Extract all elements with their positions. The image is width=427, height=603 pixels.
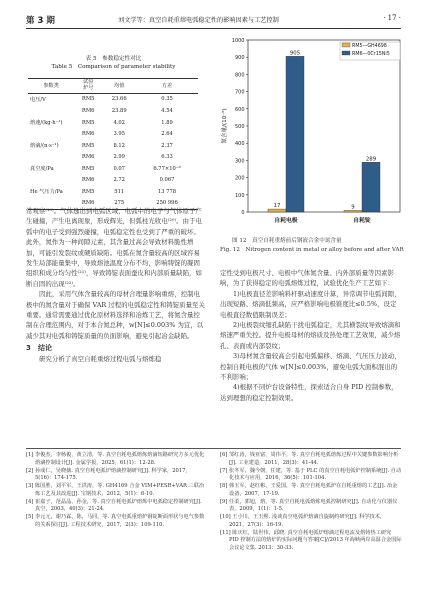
y-tick-label: 1000 bbox=[231, 38, 245, 44]
table-row bbox=[28, 163, 198, 175]
table-row bbox=[28, 186, 198, 198]
y-tick-label: 500 bbox=[234, 124, 245, 130]
legend-label: RM5—GH4698 bbox=[352, 44, 387, 49]
table-cell: He 气压力/Pa bbox=[30, 189, 63, 196]
page-number: · 17 · bbox=[383, 14, 401, 22]
table-cell: 2.37 bbox=[161, 142, 173, 149]
bar bbox=[286, 56, 304, 212]
paragraph: 常观察⁽¹⁹⁾。气体逸出到电弧区域，电弧中的电子与气体原子产生碰撞，产生电离现象，形成辉光，但弧柱光收电⁽²⁰⁾。由于电弧中的电子受到强烈碰撞，电弧稳定性也受到了严重的破坏。此外，氮作为一种间隙元素，其含量过高会导致材料脆性增加，可能引发裂纹或硬质缺陷。电弧在氮含量较高的区域容易发生局部能量集中，导致熔池温度分布不均，影响铸锭的凝固组织和成分均匀性⁽²¹⁾，导致铸锭表面蚕皮和内部质量缺陷，如断自固的出现⁽²²⁾。 bbox=[26, 207, 202, 288]
table-row bbox=[28, 175, 198, 187]
reference-item: [2] 孙成仁，吴晓薇. 真空自耗电弧炉熔滴控制研究[J]. 科学家，2017，5(16)：174-175. bbox=[26, 467, 191, 482]
reference-item: [7] 张冬军，魏今朝，任建，等. 基于 PLC 的真空自耗电弧炉控制系统[J]. 自动化技术与应用，2016，36(5)：101-104. bbox=[220, 467, 402, 482]
table-header: 参数类 bbox=[28, 79, 74, 94]
data-label: 9 bbox=[351, 204, 355, 211]
table-cell: 23.89 bbox=[111, 108, 127, 114]
table-row bbox=[28, 140, 198, 152]
y-tick-label: 100 bbox=[234, 192, 245, 199]
table-cell: RM5 bbox=[81, 165, 95, 172]
table-cell: 真空度/Pa bbox=[30, 166, 54, 173]
reference-item: [1] 李俊杰，李杨俊，黄立清，等. 真空自耗电弧熔炼熔滴短路研究方多元优化熔滴控制设计[J]. 金属学报，2025，61(1)：12-28. bbox=[26, 452, 205, 466]
y-tick-label: 200 bbox=[234, 175, 245, 182]
y-tick-label: 800 bbox=[234, 72, 245, 79]
table-cell: RM5 bbox=[81, 142, 95, 149]
right-body bbox=[220, 268, 402, 403]
table-cell: 0.35 bbox=[161, 96, 173, 103]
table-cell: 250 996 bbox=[136, 198, 198, 210]
y-tick-label: 700 bbox=[234, 89, 245, 96]
bar bbox=[268, 209, 286, 212]
issue-label: 第 3 期 bbox=[26, 16, 55, 26]
table-row bbox=[28, 117, 198, 129]
y-axis-label: 氮含量/(10⁻⁶) bbox=[222, 108, 228, 144]
table-cell: RM6 bbox=[74, 198, 102, 210]
figure-caption-cn: 图 12 真空自耗重熔前后钢液合金中氮含量 bbox=[232, 238, 342, 244]
table-cell: RM5 bbox=[81, 96, 95, 103]
table-cell: 13 778 bbox=[157, 188, 177, 195]
table-cell: 4.54 bbox=[161, 108, 173, 114]
running-title: 刘文学等：真空自耗重熔电弧稳定性的影响因素与工艺控制 bbox=[118, 17, 279, 24]
table-cell: RM6 bbox=[81, 154, 95, 161]
paragraph: 1)电极直径差影响料杆驱动速度计算，异常调节电弧间隙，出现短路、熔滴低频高，应严格影响电极锥度比≤0.5%，设定电极直径数值限制误差； bbox=[220, 289, 401, 319]
y-tick-label: 300 bbox=[234, 158, 245, 165]
reference-item: [11] 陈庆红，陆世伟，邱晓. 真空自耗电弧炉熔滴过程电流及熔铸热工研究 PID 控制方法的熔炉的实际问题与答案[C]//2013 年海峡两岸高温合金国际会议论文集. 2013：30-33. bbox=[220, 529, 402, 551]
table-cell: 6.77×10⁻⁶ bbox=[153, 165, 181, 172]
table-cell: 0.067 bbox=[159, 177, 175, 184]
table-row bbox=[28, 128, 198, 140]
parameter-table bbox=[28, 78, 198, 210]
table-cell: 511 bbox=[114, 188, 125, 195]
table-cell: 2.99 bbox=[113, 154, 125, 161]
y-tick-label: 0 bbox=[241, 210, 245, 216]
paragraph: 因此，采用气体含量较高的母材合理量影响重熔，控制电极中的氮含量对于确保 VAR 过程的电弧稳定性和铸锭质量至关重要。通常需要通过优化原材料选择和冶炼工艺，将氮含量控制在合理范围内，对于本合氮总种，w[N]≤0.003% 为宜，以减少其对电弧和铸锭质量的负面影响，避免引起冶金缺陷。 bbox=[26, 290, 205, 340]
table-cell bbox=[28, 105, 74, 117]
table-cell: 4.02 bbox=[113, 119, 125, 126]
reference-item: [4] 崔嘉子，范晶晶，孙金，等. 真空自耗电弧炉熔炼中电弧稳定控制研究[J]. 真空，2003，40(3)：21-24. bbox=[26, 498, 202, 513]
table-cell: 熔滴/(n·s⁻¹) bbox=[30, 143, 59, 150]
references-left bbox=[26, 452, 208, 530]
table-cell bbox=[28, 128, 74, 140]
data-label: 17 bbox=[273, 203, 281, 210]
paragraph: 研究分析了真空自耗重熔过程电弧与熔炼稳 bbox=[39, 354, 162, 363]
paragraph: 2)电极裂纹缩孔缺陷干扰电弧稳定，尤其横裂纹导致熔滴和熔速严重失控。提升电极母材的熔质及热处理工艺效果，减少熔孔、表面或内部裂纹； bbox=[220, 321, 401, 350]
reference-item: [9] 任柔，郭旭，熔，等. 真空自耗电弧熔炼电弧控制研究[J]. 自动化与仪器仪表，2009，1(1)：1-5. bbox=[220, 498, 398, 513]
table-cell: 0.07 bbox=[113, 165, 125, 172]
reference-item: [10] 王小川，王玉熙. 浅谈真空电弧炉熔滴自旋制约研究[J]. 科学技术，2021，27(3)：16-19. bbox=[220, 514, 386, 528]
table-row bbox=[28, 93, 198, 105]
table-cell: 8.12 bbox=[113, 142, 125, 149]
reference-item: [3] 陈国胜，刘平军，王洪涛，等. GH4169 合金 VIM+PESR+VAR 三联冶炼工艺及其改进[J]. 宝钢技术，2012，5(1)：6-10. bbox=[26, 483, 205, 497]
table-cell: 275 bbox=[102, 198, 136, 210]
reference-item: [5] 李元元，谢乃霖，陈，马同，等. 真空电弧重熔炉钢锭断面形状与电气参数的关系探讨[J]. 工程技术研究，2017，2(3)：109-110. bbox=[26, 514, 205, 528]
table-cell: RM6 bbox=[81, 108, 95, 114]
x-tick-label: 自耗锭 bbox=[353, 218, 371, 224]
table-cell: 熔速/(kg·h⁻¹) bbox=[30, 120, 63, 127]
bar bbox=[344, 210, 362, 212]
table-row bbox=[28, 105, 198, 117]
table-cell: RM6 bbox=[81, 177, 95, 184]
paragraph: 3)母材氮含量较高会引起电弧偏移、熔滴、气压压力波动，控制自耗电极的气体 w[N]≤0.003%，避免电弧大面积混出的不利影响； bbox=[220, 352, 401, 382]
bar bbox=[362, 162, 380, 212]
table-row bbox=[28, 151, 198, 163]
table-cell bbox=[28, 151, 74, 163]
legend-label: RM6—0Cr15Ni5 bbox=[352, 52, 390, 57]
legend-swatch bbox=[342, 51, 350, 55]
table-header: 均值 bbox=[102, 79, 136, 94]
table-cell: RM5 bbox=[81, 188, 95, 195]
y-tick-label: 900 bbox=[234, 55, 245, 62]
table-title-en: Table 5 Comparison of parameter stability bbox=[51, 64, 176, 70]
table-cell bbox=[28, 175, 74, 187]
table-header: 方差 bbox=[136, 79, 198, 94]
x-tick-label: 自耗电极 bbox=[274, 218, 298, 224]
data-label: 905 bbox=[289, 50, 301, 57]
y-tick-label: 400 bbox=[234, 141, 245, 148]
table-cell: 6.33 bbox=[161, 154, 173, 161]
references-right bbox=[220, 452, 402, 553]
references-rule bbox=[26, 448, 401, 449]
table-title-cn: 表 5 参数稳定性对比 bbox=[85, 56, 142, 62]
figure-caption-en: Fig. 12 Nitrogen content in metal or alloy before and after VAR bbox=[220, 247, 404, 253]
data-label: 289 bbox=[365, 156, 377, 163]
table-cell: 1.89 bbox=[161, 119, 173, 126]
table-header: 试验 炉号 bbox=[74, 79, 102, 94]
table-cell: 3.95 bbox=[113, 131, 125, 138]
table-cell: 2.64 bbox=[161, 131, 173, 138]
left-body bbox=[26, 206, 206, 364]
y-tick-label: 600 bbox=[234, 106, 245, 113]
reference-item: [6] 邹红涛，钱亚富，周伟平，等. 真空自耗电弧熔炼过程中关键参数影响分析[J]. 工业建造，2011，28(3)：41-44. bbox=[220, 452, 399, 466]
table-cell: 2.72 bbox=[113, 177, 125, 184]
paragraph: 定性受到电极尺寸、电极中气体氮含量、内外部质量等因素影响，为了获得稳定的电弧熔炼过程，试验优化生产工艺如下： bbox=[220, 269, 394, 288]
paragraph: 4)根据不同炉台设备特性，探索适合自身 PID 控制参数，达到理想的稳定控制效果。 bbox=[220, 383, 398, 402]
header-rule bbox=[26, 28, 401, 29]
reference-item: [8] 韩玉军，赵红彬，王爱国，等. 真空自耗电弧炉在自耗重熔的工艺[J]. 冶金设备，2007，17-19. bbox=[220, 483, 398, 497]
table-cell: 23.66 bbox=[111, 96, 127, 103]
table-cell: RM6 bbox=[81, 131, 95, 138]
table-cell: 电压/V bbox=[30, 96, 46, 103]
section-heading: 3 结论 bbox=[26, 344, 53, 353]
nitrogen-bar-chart bbox=[218, 36, 404, 234]
table-cell: RM5 bbox=[81, 119, 95, 126]
legend-swatch bbox=[342, 43, 350, 47]
